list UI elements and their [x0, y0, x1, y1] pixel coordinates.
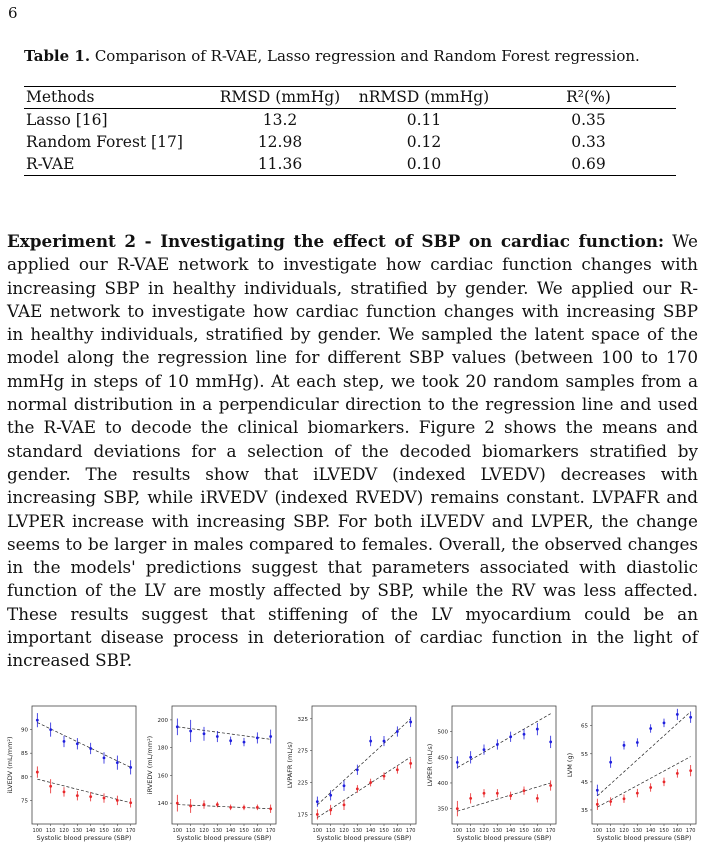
chart-4-xtick-label: 110 [605, 828, 616, 834]
chart-0-xtick-label: 140 [85, 828, 96, 834]
chart-1-xtick-label: 110 [185, 828, 196, 834]
chart-0-ytick-label: 80 [21, 774, 28, 781]
chart-4-xtick-label: 150 [659, 828, 669, 834]
chart-3-xtick-label: 110 [465, 828, 476, 834]
chart-0-data-point [63, 791, 66, 794]
chart-3-ytick-label: 400 [437, 780, 448, 787]
chart-2-ytick-label: 325 [297, 716, 308, 723]
chart-4-xtick-label: 160 [672, 828, 683, 834]
chart-0-data-point [116, 761, 119, 764]
table-caption-text: Comparison of R-VAE, Lasso regression and Random Forest regression. [90, 47, 640, 65]
table-cell: R-VAE [24, 153, 213, 176]
chart-3-ytick-label: 450 [437, 755, 448, 762]
chart-4-data-point [609, 761, 612, 764]
table-caption [24, 47, 640, 65]
chart-0-data-point [129, 801, 132, 804]
chart-0-data-point [63, 740, 66, 743]
chart-2-xtick-label: 130 [352, 828, 363, 834]
chart-1-data-point [229, 806, 232, 809]
header-nrmsd: nRMSD (mmHg) [347, 87, 501, 109]
chart-3-data-point [483, 748, 486, 751]
chart-3-trend-line [457, 783, 550, 811]
chart-3-xtick-label: 160 [532, 828, 543, 834]
chart-2-data-point [343, 803, 346, 806]
chart-1-data-point [176, 802, 179, 805]
chart-1-ytick-label: 180 [157, 745, 168, 752]
chart-3-xtick-label: 120 [479, 828, 489, 834]
chart-3-xtick-label: 130 [492, 828, 503, 834]
chart-lvper-svg [422, 702, 560, 840]
chart-2-xtick-label: 170 [405, 828, 416, 834]
chart-3-data-point [483, 792, 486, 795]
chart-3-xlabel: Systolic blood pressure (SBP) [456, 834, 552, 842]
chart-0-xlabel: Systolic blood pressure (SBP) [36, 834, 132, 842]
chart-0-data-point [36, 771, 39, 774]
chart-2-data-point [409, 721, 412, 724]
chart-1-data-point [269, 735, 272, 738]
chart-4-xtick-label: 120 [619, 828, 629, 834]
chart-4-ytick-label: 65 [581, 723, 588, 730]
chart-0-xtick-label: 160 [112, 828, 123, 834]
chart-1-ytick-label: 140 [157, 801, 168, 808]
table-cell: 0.11 [406, 111, 442, 129]
table-caption-label: Table 1. [24, 47, 91, 65]
chart-3-data-point [536, 797, 539, 800]
chart-4-xtick-label: 100 [592, 828, 603, 834]
table-row [24, 153, 676, 176]
chart-3-xtick-label: 100 [452, 828, 463, 834]
chart-2-xtick-label: 120 [339, 828, 349, 834]
chart-3-data-point [509, 794, 512, 797]
chart-3-data-point [496, 792, 499, 795]
chart-4-data-point [636, 741, 639, 744]
chart-4-data-point [636, 792, 639, 795]
chart-0-data-point [89, 795, 92, 798]
chart-irvedv-svg [142, 702, 280, 840]
chart-4-data-point [623, 744, 626, 747]
chart-4-data-point [676, 772, 679, 775]
chart-1-data-point [189, 805, 192, 808]
chart-0-data-point [103, 757, 106, 760]
chart-1-data-point [256, 737, 259, 740]
chart-3-xtick-label: 150 [519, 828, 529, 834]
experiment-heading: Experiment 2 - Investigating the effect of SBP on cardiac function: [7, 231, 665, 251]
chart-2-data-point [369, 740, 372, 743]
chart-1-ytick-label: 160 [157, 773, 168, 780]
chart-3-ylabel: LVPER (mL/s) [426, 743, 434, 787]
chart-1-xtick-label: 120 [199, 828, 209, 834]
experiment-paragraph [7, 230, 698, 673]
chart-3-ytick-label: 500 [437, 729, 448, 736]
chart-3-data-point [456, 807, 459, 810]
chart-1-xlabel: Systolic blood pressure (SBP) [176, 834, 272, 842]
chart-3-data-point [523, 733, 526, 736]
chart-2-data-point [409, 762, 412, 765]
experiment-body: We applied our R-VAE network to investigate how cardiac function changes with increasing SBP in healthy individuals, stratified by gender. We applied our R-VAE network to investigate how cardiac function changes with increasing SBP in healthy individuals, stratified by gender. We sampled the latent space of the model along the regression line for different SBP values (between 100 to 170 mmHg in steps of 10 mmHg). At each step, we took 20 random samples from a normal distribution in a perpendicular direction to the regression line and used the R-VAE to decode the clinical biomarkers. Figure 2 shows the means and standard deviations for a selection of the decoded biomarkers stratified by gender. The results show that iLVEDV (indexed LVEDV) decreases with increasing SBP, while iRVEDV (indexed RVEDV) remains constant. LVPAFR and LVPER increase with increasing SBP. For both iLVEDV and LVPER, the change seems to be larger in males compared to females. Overall, the observed changes in the models' predictions suggest that parameters associated with diastolic function of the LV are mostly affected by SBP, while the RV was less affected. These results suggest that stiffening of the LV myocardium could be an important disease process in deterioration of cardiac function in the light of increased SBP. [7, 231, 698, 671]
chart-lvm [562, 702, 700, 840]
chart-lvm-svg [562, 702, 700, 840]
chart-4-xtick-label: 140 [645, 828, 656, 834]
chart-0-data-point [116, 799, 119, 802]
chart-1-xtick-label: 130 [212, 828, 223, 834]
chart-4-data-point [689, 716, 692, 719]
chart-2-data-point [356, 788, 359, 791]
chart-4-data-point [609, 800, 612, 803]
table-cell: 0.69 [501, 153, 676, 176]
header-methods: Methods [24, 87, 213, 109]
chart-2-xtick-label: 110 [325, 828, 336, 834]
chart-2-data-point [343, 784, 346, 787]
table-cell: 0.35 [571, 111, 606, 129]
chart-1-data-point [203, 803, 206, 806]
chart-1-xtick-label: 160 [252, 828, 263, 834]
chart-1-xtick-label: 170 [265, 828, 276, 834]
table-row [24, 109, 676, 132]
chart-4-xtick-label: 130 [632, 828, 643, 834]
chart-1-data-point [176, 725, 179, 728]
chart-3-data-point [496, 743, 499, 746]
chart-3-xtick-label: 170 [545, 828, 556, 834]
chart-4-ytick-label: 55 [581, 751, 588, 758]
results-table [24, 86, 676, 176]
chart-2-ytick-label: 225 [297, 780, 308, 787]
chart-ilvedv-svg [2, 702, 140, 840]
chart-4-data-point [663, 721, 666, 724]
chart-1-xtick-label: 140 [225, 828, 236, 834]
chart-4-xlabel: Systolic blood pressure (SBP) [596, 834, 692, 842]
header-rmsd: RMSD (mmHg) [213, 87, 347, 109]
table-cell: 12.98 [257, 133, 303, 151]
table-row [24, 131, 676, 153]
chart-3-trend-line [457, 714, 550, 768]
chart-3-data-point [536, 728, 539, 731]
chart-0-xtick-label: 130 [72, 828, 83, 834]
chart-3-data-point [549, 741, 552, 744]
chart-lvpafr-svg [282, 702, 420, 840]
chart-ilvedv [2, 702, 140, 840]
chart-1-data-point [229, 739, 232, 742]
table-cell: 0.12 [406, 133, 442, 151]
chart-1-xtick-label: 100 [172, 828, 183, 834]
chart-3-data-point [456, 761, 459, 764]
chart-0-ytick-label: 85 [21, 751, 28, 758]
chart-4-ylabel: LVM (g) [566, 752, 574, 778]
chart-3-ytick-label: 350 [437, 806, 448, 813]
chart-1-data-point [216, 735, 219, 738]
chart-2-xlabel: Systolic blood pressure (SBP) [316, 834, 412, 842]
chart-3-xtick-label: 140 [505, 828, 516, 834]
chart-1-data-point [243, 741, 246, 744]
chart-0-data-point [49, 785, 52, 788]
table-cell: 0.33 [571, 133, 606, 151]
table-cell: 13.2 [262, 111, 298, 129]
chart-0-ytick-label: 75 [21, 798, 28, 805]
chart-3-data-point [509, 735, 512, 738]
chart-1-xtick-label: 150 [239, 828, 249, 834]
chart-0-data-point [36, 719, 39, 722]
chart-4-data-point [649, 727, 652, 730]
chart-lvper [422, 702, 560, 840]
chart-4-data-point [676, 713, 679, 716]
chart-4-ytick-label: 35 [581, 807, 588, 814]
chart-3-data-point [469, 756, 472, 759]
table-cell: Lasso [16] [26, 111, 108, 129]
chart-lvpafr [282, 702, 420, 840]
chart-1-data-point [256, 806, 259, 809]
chart-0-data-point [103, 797, 106, 800]
chart-4-data-point [649, 786, 652, 789]
chart-4-data-point [596, 789, 599, 792]
chart-1-ytick-label: 200 [157, 717, 168, 724]
chart-1-ylabel: iRVEDV (mL/mm²) [146, 735, 154, 795]
chart-3-frame [452, 706, 556, 824]
chart-0-ytick-label: 90 [21, 727, 28, 734]
chart-0-xtick-label: 150 [99, 828, 109, 834]
chart-4-frame [592, 706, 696, 824]
chart-2-data-point [383, 740, 386, 743]
chart-2-data-point [316, 800, 319, 803]
chart-2-xtick-label: 160 [392, 828, 403, 834]
chart-2-data-point [396, 730, 399, 733]
chart-1-data-point [269, 807, 272, 810]
chart-0-xtick-label: 110 [45, 828, 56, 834]
chart-4-xtick-label: 170 [685, 828, 696, 834]
chart-2-data-point [329, 794, 332, 797]
header-r2: R²(%) [501, 87, 676, 109]
page-number: 6 [8, 4, 18, 22]
chart-2-xtick-label: 100 [312, 828, 323, 834]
chart-2-data-point [356, 768, 359, 771]
chart-2-ytick-label: 275 [297, 748, 308, 755]
chart-0-xtick-label: 120 [59, 828, 69, 834]
chart-2-data-point [369, 781, 372, 784]
chart-0-frame [32, 706, 136, 824]
chart-4-data-point [623, 797, 626, 800]
chart-3-data-point [549, 784, 552, 787]
table-cell: 0.10 [347, 153, 501, 176]
table-cell: Random Forest [17] [26, 133, 183, 151]
chart-0-data-point [76, 794, 79, 797]
chart-3-data-point [469, 797, 472, 800]
chart-2-data-point [383, 775, 386, 778]
chart-2-xtick-label: 150 [379, 828, 389, 834]
chart-1-data-point [243, 806, 246, 809]
chart-2-ytick-label: 175 [297, 812, 308, 819]
chart-0-ylabel: iLVEDV (mL/mm²) [6, 736, 14, 794]
chart-0-xtick-label: 100 [32, 828, 43, 834]
chart-2-trend-line [317, 757, 410, 818]
chart-0-data-point [89, 747, 92, 750]
chart-2-data-point [316, 813, 319, 816]
chart-1-data-point [216, 803, 219, 806]
chart-2-frame [312, 706, 416, 824]
table-cell: 11.36 [213, 153, 347, 176]
chart-4-data-point [663, 780, 666, 783]
chart-4-trend-line [597, 757, 690, 808]
chart-0-xtick-label: 170 [125, 828, 136, 834]
chart-4-data-point [596, 803, 599, 806]
chart-irvedv [142, 702, 280, 840]
chart-4-ytick-label: 45 [581, 779, 588, 786]
table-header-row [24, 87, 676, 109]
chart-2-data-point [329, 809, 332, 812]
chart-2-ylabel: LVPAFR (mL/s) [286, 741, 294, 789]
chart-1-data-point [203, 732, 206, 735]
chart-3-data-point [523, 789, 526, 792]
chart-4-trend-line [597, 712, 690, 796]
chart-0-data-point [76, 742, 79, 745]
chart-2-data-point [396, 768, 399, 771]
chart-1-data-point [189, 730, 192, 733]
chart-2-xtick-label: 140 [365, 828, 376, 834]
chart-0-data-point [49, 728, 52, 731]
chart-4-data-point [689, 769, 692, 772]
chart-0-data-point [129, 766, 132, 769]
